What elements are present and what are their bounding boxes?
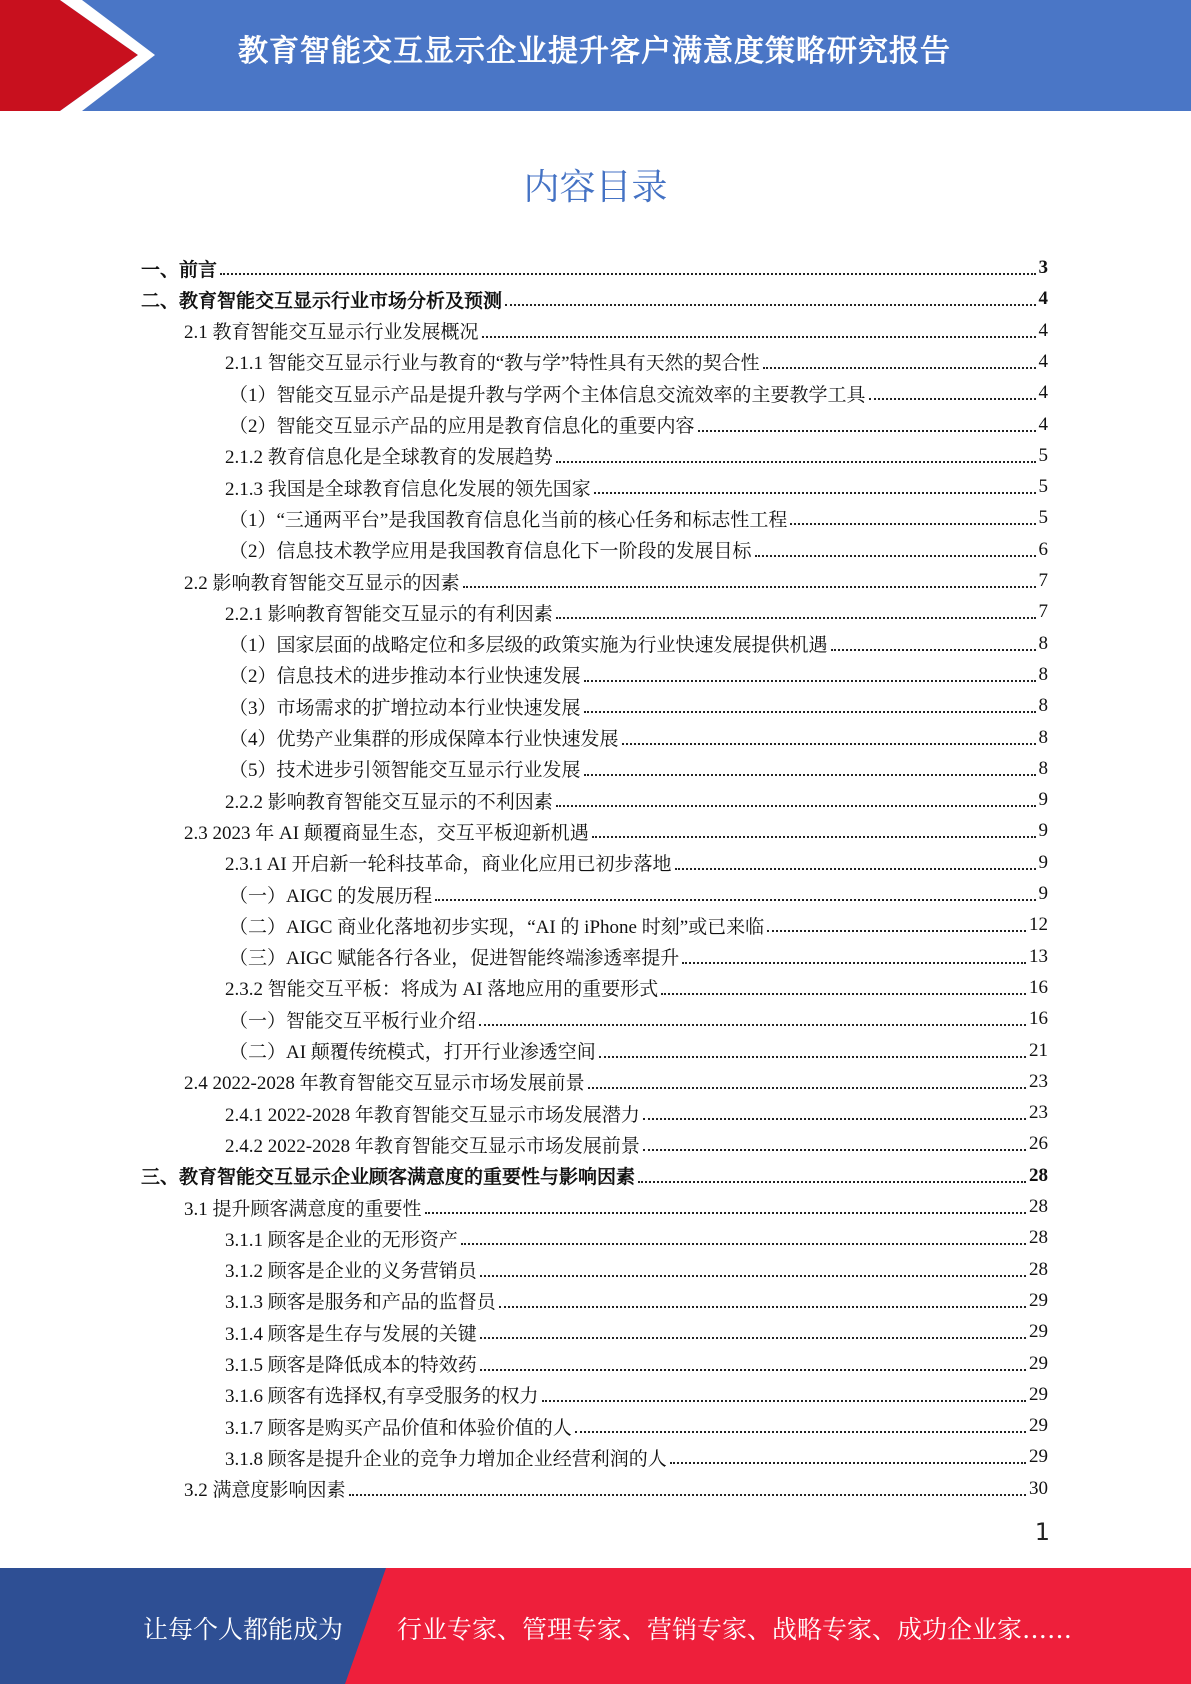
- toc-entry-title: 3.1.5 顾客是降低成本的特效药: [225, 1355, 477, 1376]
- page-header: [0, 0, 1191, 111]
- toc-entry-title: （2）信息技术教学应用是我国教育信息化下一阶段的发展目标: [229, 541, 752, 563]
- toc-dot-leader: [556, 805, 1036, 807]
- toc-entry-title: （一）AIGC 的发展历程: [229, 885, 433, 907]
- toc-entry-page: 7: [1038, 601, 1048, 623]
- toc-dot-leader: [575, 1431, 1026, 1433]
- toc-dot-leader: [594, 492, 1036, 494]
- toc-entry-title: （二）AIGC 商业化落地初步实现，“AI 的 iPhone 时刻”或已来临: [229, 916, 765, 938]
- toc-dot-leader: [349, 1494, 1026, 1496]
- toc-entry[interactable]: [229, 378, 1048, 408]
- report-title: 教育智能交互显示企业提升客户满意度策略研究报告: [238, 34, 951, 69]
- toc-entry-title: 3.1.3 顾客是服务和产品的监督员: [225, 1292, 496, 1314]
- toc-entry-page: 9: [1038, 820, 1048, 842]
- toc-entry-page: 4: [1038, 382, 1048, 404]
- toc-entry[interactable]: [229, 660, 1048, 690]
- toc-entry-page: 29: [1029, 1446, 1048, 1468]
- toc-dot-leader: [592, 836, 1036, 838]
- toc-entry[interactable]: [184, 316, 1048, 346]
- toc-dot-leader: [480, 1275, 1026, 1277]
- toc-entry[interactable]: [225, 1442, 1048, 1472]
- toc-entry[interactable]: [225, 1286, 1048, 1316]
- toc-dot-leader: [622, 743, 1036, 745]
- toc-entry[interactable]: [229, 754, 1048, 784]
- toc-entry-page: 29: [1029, 1321, 1048, 1343]
- toc-entry-title: （一）智能交互平板行业介绍: [229, 1010, 477, 1032]
- toc-dot-leader: [505, 304, 1035, 306]
- toc-entry[interactable]: [184, 816, 1048, 846]
- toc-entry-page: 8: [1038, 663, 1048, 685]
- toc-entry[interactable]: [141, 253, 1048, 283]
- toc-entry-page: 28: [1029, 1196, 1048, 1217]
- toc-entry-page: 8: [1038, 757, 1048, 779]
- toc-dot-leader: [499, 1306, 1026, 1308]
- toc-dot-leader: [435, 899, 1035, 901]
- toc-entry[interactable]: [229, 410, 1048, 440]
- toc-dot-leader: [869, 398, 1036, 400]
- toc-entry-title: （1）“三通两平台”是我国教育信息化当前的核心任务和标志性工程: [229, 509, 788, 531]
- toc-dot-leader: [643, 1118, 1026, 1120]
- toc-entry-page: 23: [1029, 1070, 1048, 1092]
- toc-dot-leader: [482, 336, 1036, 338]
- toc-entry-title: 3.1.6 顾客有选择权,有享受服务的权力: [225, 1386, 539, 1408]
- toc-entry[interactable]: [225, 1380, 1048, 1410]
- toc-entry-page: 13: [1029, 945, 1048, 967]
- toc-entry[interactable]: [225, 472, 1048, 502]
- toc-entry-page: 28: [1029, 1164, 1048, 1186]
- toc-entry-page: 16: [1029, 1008, 1048, 1030]
- toc-entry-page: 8: [1038, 632, 1048, 654]
- toc-entry-title: 二、教育智能交互显示行业市场分析及预测: [141, 290, 503, 312]
- toc-dot-leader: [763, 367, 1036, 369]
- toc-entry-title: 3.1.2 顾客是企业的义务营销员: [225, 1261, 477, 1283]
- toc-entry-title: 3.1.1 顾客是企业的无形资产: [225, 1229, 458, 1251]
- toc-entry-page: 5: [1038, 476, 1048, 498]
- toc-dot-leader: [682, 962, 1026, 964]
- toc-dot-leader: [425, 1212, 1026, 1214]
- toc-entry-title: 2.4.1 2022-2028 年教育智能交互显示市场发展潜力: [225, 1104, 640, 1126]
- toc-entry-page: 21: [1029, 1039, 1048, 1061]
- toc-entry-title: 三、教育智能交互显示企业顾客满意度的重要性与影响因素: [141, 1167, 636, 1189]
- toc-entry-page: 28: [1029, 1258, 1048, 1280]
- toc-entry-page: 8: [1038, 695, 1048, 717]
- toc-entry-title: 2.1.2 教育信息化是全球教育的发展趋势: [225, 447, 553, 469]
- toc-entry-page: 5: [1038, 507, 1048, 529]
- toc-dot-leader: [480, 1369, 1026, 1371]
- toc-entry-title: （二）AI 颠覆传统模式，打开行业渗透空间: [229, 1042, 596, 1063]
- toc-dot-leader: [542, 1400, 1026, 1402]
- footer-slogan-right: 行业专家、管理专家、营销专家、战略专家、成功企业家……: [397, 1615, 1073, 1644]
- toc-entry-title: （3）市场需求的扩增拉动本行业快速发展: [229, 697, 581, 719]
- toc-entry-title: 2.3.1 AI 开启新一轮科技革命，商业化应用已初步落地: [225, 854, 672, 876]
- footer-slogan-left: 让每个人都能成为: [143, 1615, 344, 1644]
- toc-entry[interactable]: [225, 1317, 1048, 1347]
- toc-dot-leader: [584, 774, 1036, 776]
- toc-entry-title: （5）技术进步引领智能交互显示行业发展: [229, 760, 581, 782]
- toc-entry-title: （三）AIGC 赋能各行各业，促进智能终端渗透率提升: [229, 948, 680, 970]
- toc-dot-leader: [220, 273, 1035, 275]
- toc-dot-leader: [831, 649, 1036, 651]
- toc-entry-page: 12: [1029, 914, 1048, 936]
- toc-entry-page: 29: [1029, 1415, 1048, 1437]
- toc-entry[interactable]: [225, 848, 1048, 878]
- toc-entry[interactable]: [225, 1411, 1048, 1441]
- toc-entry[interactable]: [229, 535, 1048, 565]
- toc-entry-title: 2.2.2 影响教育智能交互显示的不利因素: [225, 791, 553, 813]
- toc-entry-title: 3.2 满意度影响因素: [184, 1480, 346, 1502]
- toc-entry-title: 2.1.1 智能交互显示行业与教育的“教与学”特性具有天然的契合性: [225, 353, 760, 375]
- toc-entry[interactable]: [184, 1474, 1048, 1504]
- page-footer: [0, 1568, 1191, 1684]
- toc-entry-title: 一、前言: [141, 259, 218, 281]
- toc-entry-page: 4: [1038, 319, 1048, 341]
- toc-entry-page: 23: [1029, 1102, 1048, 1124]
- toc-entry[interactable]: [229, 910, 1048, 940]
- toc-entry-title: （2）智能交互显示产品的应用是教育信息化的重要内容: [229, 416, 695, 437]
- toc-dot-leader: [599, 1056, 1026, 1058]
- toc-entry-title: 2.4.2 2022-2028 年教育智能交互显示市场发展前景: [225, 1135, 640, 1157]
- toc-entry-page: 5: [1038, 444, 1048, 466]
- toc-entry[interactable]: [229, 1004, 1048, 1034]
- toc-entry-title: 2.2.1 影响教育智能交互显示的有利因素: [225, 603, 553, 625]
- toc-entry-page: 29: [1029, 1352, 1048, 1374]
- toc-dot-leader: [698, 430, 1036, 432]
- toc-entry[interactable]: [184, 566, 1048, 596]
- toc-heading: 内容目录: [523, 167, 668, 208]
- toc-entry-page: 29: [1029, 1383, 1048, 1405]
- toc-entry-title: 3.1 提升顾客满意度的重要性: [184, 1198, 422, 1220]
- toc-dot-leader: [479, 1024, 1026, 1026]
- toc-entry-page: 26: [1029, 1133, 1048, 1155]
- toc-entry-title: （2）信息技术的进步推动本行业快速发展: [229, 666, 581, 688]
- toc-entry[interactable]: [229, 723, 1048, 753]
- toc-entry-title: 3.1.7 顾客是购买产品价值和体验价值的人: [225, 1417, 572, 1439]
- toc-entry-page: 4: [1038, 413, 1048, 435]
- toc-entry-page: 29: [1029, 1289, 1048, 1311]
- toc-entry[interactable]: [225, 441, 1048, 471]
- toc-entry[interactable]: [229, 629, 1048, 659]
- page-number: 1: [1034, 1518, 1050, 1546]
- toc-entry[interactable]: [225, 347, 1048, 377]
- toc-entry[interactable]: [141, 284, 1048, 314]
- toc-entry-title: 2.3 2023 年 AI 颠覆商显生态，交互平板迎新机遇: [184, 822, 589, 844]
- toc-entry[interactable]: [225, 1349, 1048, 1379]
- toc-dot-leader: [638, 1181, 1026, 1183]
- toc-entry-page: 9: [1038, 789, 1048, 811]
- toc-entry[interactable]: [184, 1192, 1048, 1222]
- toc-entry-title: 3.1.4 顾客是生存与发展的关键: [225, 1323, 477, 1345]
- toc-entry-title: 2.3.2 智能交互平板：将成为 AI 落地应用的重要形式: [225, 979, 659, 1001]
- toc-dot-leader: [767, 930, 1026, 932]
- toc-entry[interactable]: [229, 942, 1048, 972]
- toc-dot-leader: [661, 993, 1026, 995]
- toc-entry-title: （4）优势产业集群的形成保障本行业快速发展: [229, 729, 619, 750]
- toc-entry-title: 3.1.8 顾客是提升企业的竞争力增加企业经营利润的人: [225, 1448, 667, 1470]
- toc-entry-page: 9: [1038, 851, 1048, 873]
- toc-entry[interactable]: [225, 1223, 1048, 1253]
- toc-dot-leader: [675, 868, 1036, 870]
- toc-dot-leader: [556, 617, 1036, 619]
- toc-entry[interactable]: [229, 1036, 1048, 1066]
- toc-entry-page: 3: [1038, 257, 1048, 278]
- toc-entry-page: 28: [1029, 1227, 1048, 1249]
- toc-entry[interactable]: [184, 1067, 1048, 1097]
- toc-entry-title: 2.4 2022-2028 年教育智能交互显示市场发展前景: [184, 1073, 585, 1095]
- toc-entry-title: 2.1.3 我国是全球教育信息化发展的领先国家: [225, 478, 591, 500]
- toc-dot-leader: [461, 1243, 1026, 1245]
- toc-dot-leader: [643, 1149, 1026, 1151]
- toc-entry[interactable]: [225, 597, 1048, 627]
- toc-entry-title: （1）国家层面的战略定位和多层级的政策实施为行业快速发展提供机遇: [229, 635, 828, 657]
- toc-entry-page: 7: [1038, 570, 1048, 591]
- toc-entry-page: 4: [1038, 288, 1048, 310]
- toc-entry[interactable]: [225, 785, 1048, 815]
- toc-dot-leader: [584, 680, 1036, 682]
- toc-entry-title: 2.1 教育智能交互显示行业发展概况: [184, 322, 479, 344]
- toc-entry[interactable]: [225, 1098, 1048, 1128]
- toc-entry[interactable]: [229, 879, 1048, 909]
- toc-entry-page: 4: [1038, 350, 1048, 372]
- toc-entry-page: 9: [1038, 883, 1048, 904]
- toc-entry[interactable]: [225, 1129, 1048, 1159]
- toc-entry[interactable]: [229, 691, 1048, 721]
- toc-entry-title: 2.2 影响教育智能交互显示的因素: [184, 572, 460, 594]
- toc-entry[interactable]: [225, 973, 1048, 1003]
- toc-entry[interactable]: [229, 503, 1048, 533]
- toc-entry-page: 8: [1038, 726, 1048, 748]
- toc-dot-leader: [556, 461, 1036, 463]
- toc-dot-leader: [480, 1337, 1026, 1339]
- toc-entry[interactable]: [141, 1161, 1048, 1191]
- toc-dot-leader: [755, 555, 1036, 557]
- toc-entry-page: 30: [1029, 1477, 1048, 1499]
- toc-entry-page: 16: [1029, 976, 1048, 998]
- toc-dot-leader: [588, 1087, 1026, 1089]
- toc-dot-leader: [790, 523, 1035, 525]
- toc-entry-page: 6: [1038, 538, 1048, 560]
- toc-dot-leader: [584, 711, 1036, 713]
- toc-entry-title: （1）智能交互显示产品是提升教与学两个主体信息交流效率的主要教学工具: [229, 384, 866, 406]
- toc-dot-leader: [463, 586, 1036, 588]
- toc-entry[interactable]: [225, 1255, 1048, 1285]
- toc-dot-leader: [670, 1462, 1026, 1464]
